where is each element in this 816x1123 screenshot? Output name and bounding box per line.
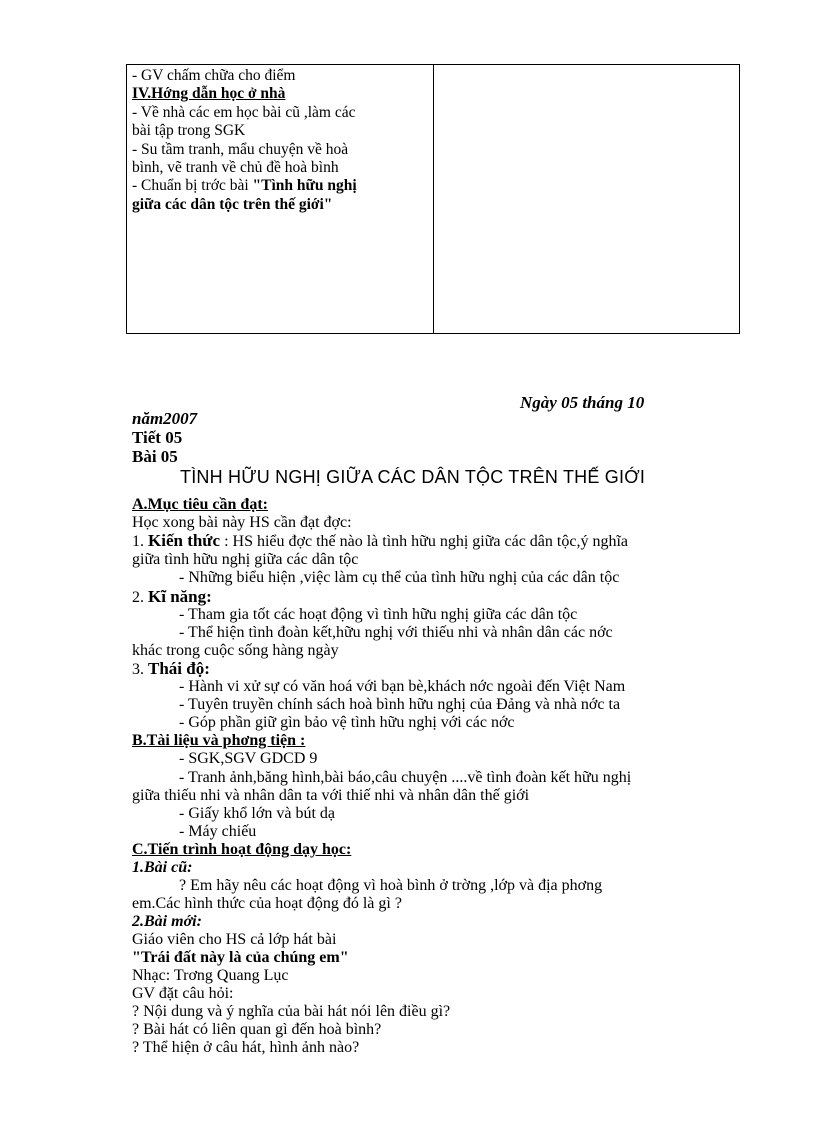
knowledge-label: Kiến thức	[148, 531, 221, 550]
attitude-number: 3.	[132, 661, 148, 678]
new-lesson-line: Giáo viên cho HS cả lớp hát bài	[132, 931, 337, 948]
table-cell-left	[127, 65, 434, 333]
table-line-bold: "Tình hữu nghị	[252, 177, 357, 195]
section-a-intro: Học xong bài này HS cần đạt đợc:	[132, 514, 352, 531]
question-item: ? Bài hát có liên quan gì đến hoà bình?	[132, 1021, 382, 1038]
section-c-heading: C.Tiến trình hoạt động dạy học:	[132, 841, 352, 858]
old-lesson-question-cont: em.Các hình thức của hoạt động đó là gì ?	[132, 895, 402, 912]
knowledge-text: : HS hiểu đợc thế nào là tình hữu nghị giữa các dân tộc,ý nghĩa	[220, 533, 628, 550]
skills-sub-1: - Tham gia tốt các hoạt động vì tình hữu nghị giữa các dân tộc	[179, 606, 578, 623]
song-title: "Trái đất này là của chúng em"	[132, 949, 349, 966]
table-line	[132, 177, 427, 195]
knowledge-sub: - Những biểu hiện ,việc làm cụ thể của tình hữu nghị của các dân tộc	[179, 569, 620, 586]
song-music: Nhạc: Trơng Quang Lục	[132, 967, 289, 984]
material-item: - SGK,SGV GDCD 9	[179, 750, 318, 767]
old-lesson-question: ? Em hãy nêu các hoạt động vì hoà bình ở trờng ,lớp và địa phơng	[179, 877, 603, 894]
year-line: năm2007	[132, 409, 198, 428]
section-b-heading: B.Tài liệu và phơng tiện :	[132, 732, 306, 749]
lesson-line: Bài 05	[132, 447, 178, 466]
table-line: giữa các dân tộc trên thế giới"	[132, 195, 333, 213]
material-item: - Giấy khổ lớn và bút dạ	[179, 805, 335, 822]
table-cell-right	[434, 65, 739, 333]
knowledge-line	[132, 532, 732, 551]
skills-number: 2.	[132, 589, 148, 606]
table-heading: IV.Hớng dẫn học ở nhà	[132, 85, 286, 103]
question-item: ? Thể hiện ở câu hát, hình ảnh nào?	[132, 1039, 360, 1056]
lesson-table	[126, 64, 740, 334]
material-item-cont: giữa thiếu nhi và nhân dân ta với thiế nhi và nhân dân thế giới	[132, 787, 530, 804]
period-line: Tiết 05	[132, 428, 183, 447]
skills-line	[132, 588, 212, 607]
teacher-ask: GV đặt câu hỏi:	[132, 985, 234, 1002]
attitude-line	[132, 660, 210, 679]
table-line-text: - Chuẩn bị trớc bài	[132, 177, 253, 195]
material-item: - Máy chiếu	[179, 823, 257, 840]
table-line: - Su tầm tranh, mẩu chuyện về hoà	[132, 140, 349, 158]
knowledge-cont: giữa tình hữu nghị giữa các dân tộc	[132, 551, 359, 568]
attitude-sub-3: - Góp phần giữ gìn bảo vệ tình hữu nghị với các nớc	[179, 714, 515, 731]
attitude-sub-1: - Hành vi xử sự có văn hoá với bạn bè,khách nớc ngoài đến Việt Nam	[179, 678, 626, 695]
skills-sub-2: - Thể hiện tình đoàn kết,hữu nghị với thiếu nhi và nhân dân các nớc	[179, 624, 613, 641]
lesson-title: TÌNH HỮU NGHỊ GIỮA CÁC DÂN TỘC TRÊN THẾ GIỚI	[180, 467, 646, 487]
attitude-label: Thái độ:	[148, 659, 210, 678]
table-line: - Về nhà các em học bài cũ ,làm các	[132, 103, 356, 121]
attitude-sub-2: - Tuyên truyền chính sách hoà bình hữu nghị của Đảng và nhà nớc ta	[179, 696, 621, 713]
skills-cont: khác trong cuộc sống hàng ngày	[132, 642, 339, 659]
old-lesson-heading: 1.Bài cũ:	[132, 859, 193, 876]
table-line: - GV chấm chữa cho điểm	[132, 67, 296, 84]
material-item: - Tranh ảnh,băng hình,bài báo,câu chuyện ....về tình đoàn kết hữu nghị	[179, 769, 632, 786]
date-line: Ngày 05 tháng 10	[520, 393, 645, 412]
knowledge-number: 1.	[132, 533, 148, 550]
table-line: bài tập trong SGK	[132, 122, 246, 140]
new-lesson-heading: 2.Bài mới:	[132, 913, 202, 930]
table-line: bình, vẽ tranh về chủ đề hoà bình	[132, 159, 339, 177]
question-item: ? Nội dung và ý nghĩa của bài hát nói lên điều gì?	[132, 1003, 451, 1020]
section-a-heading: A.Mục tiêu cần đạt:	[132, 496, 268, 513]
skills-label: Kĩ năng:	[148, 587, 212, 606]
